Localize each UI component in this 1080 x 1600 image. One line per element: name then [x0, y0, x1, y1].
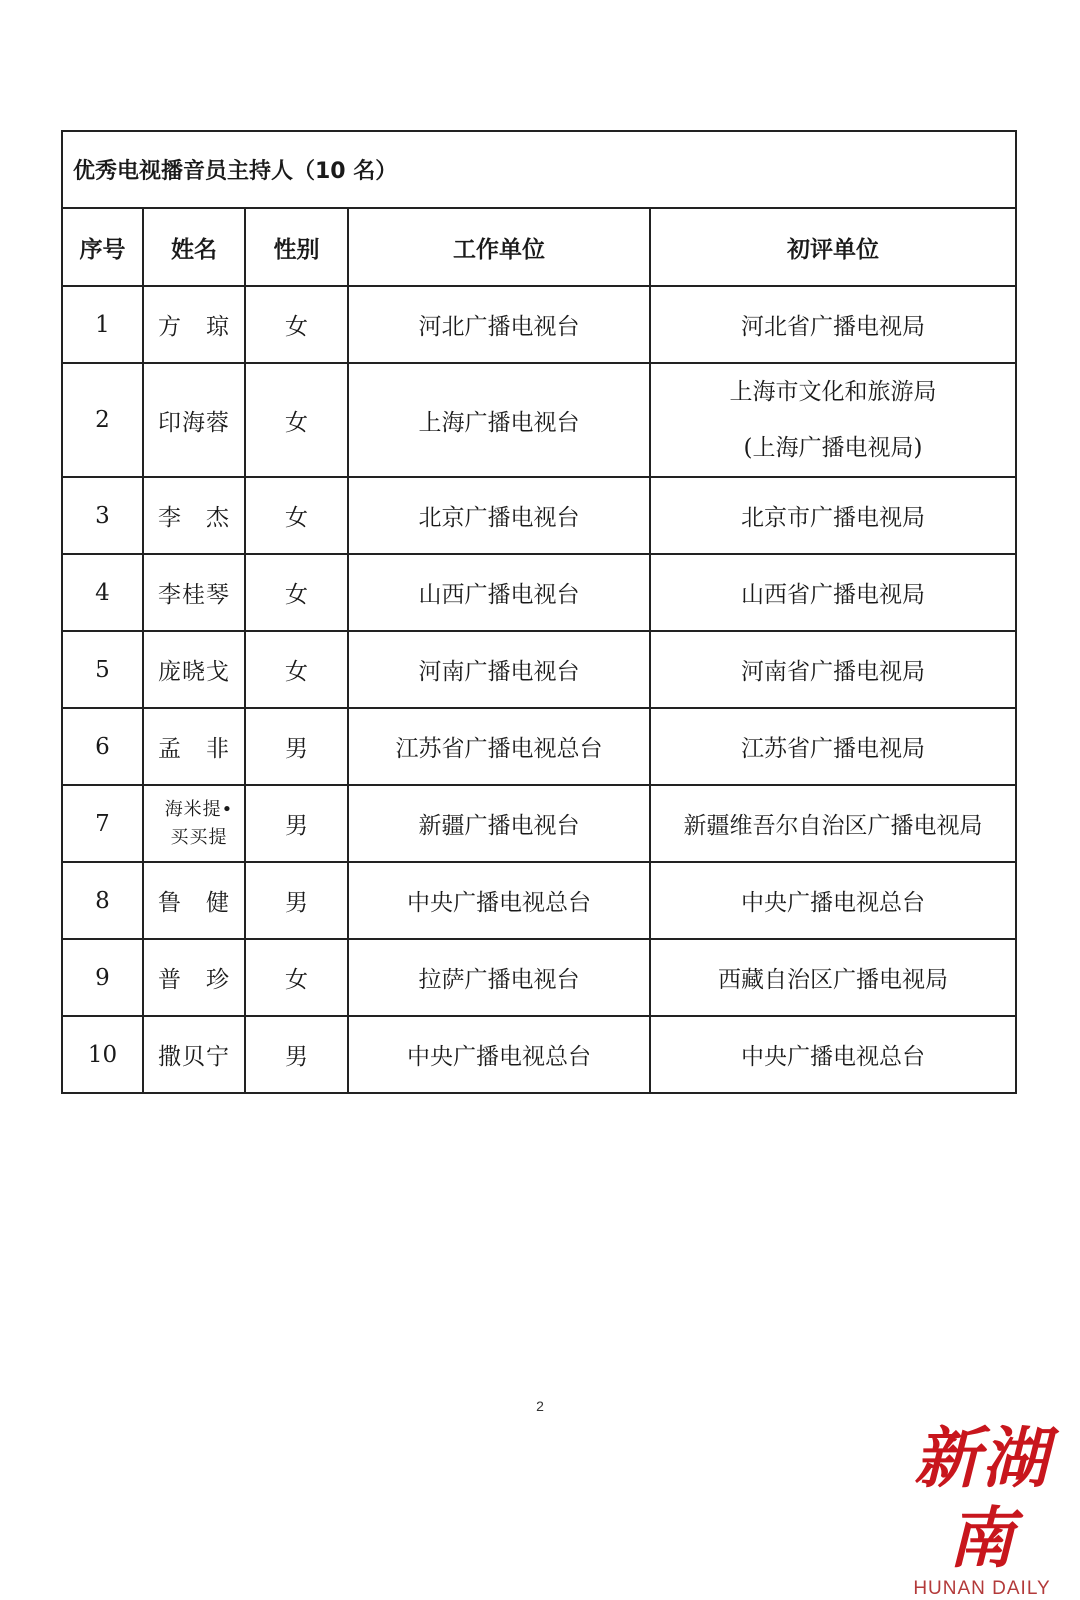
row-number: 10 — [62, 1016, 143, 1093]
row-review-unit: 西藏自治区广播电视局 — [650, 939, 1016, 1016]
header-work-unit: 工作单位 — [348, 208, 650, 286]
row-review-unit: 北京市广播电视局 — [650, 477, 1016, 554]
row-number: 5 — [62, 631, 143, 708]
row-number: 3 — [62, 477, 143, 554]
row-name: 庞晓戈 — [143, 631, 245, 708]
hunan-daily-logo — [892, 1418, 1072, 1600]
row-work-unit: 山西广播电视台 — [348, 554, 650, 631]
header-gender: 性别 — [245, 208, 348, 286]
row-work-unit: 拉萨广播电视台 — [348, 939, 650, 1016]
row-gender: 男 — [245, 862, 348, 939]
row-review-unit: 河南省广播电视局 — [650, 631, 1016, 708]
row-work-unit: 中央广播电视总台 — [348, 862, 650, 939]
row-gender: 女 — [245, 477, 348, 554]
row-number: 1 — [62, 286, 143, 363]
row-number: 9 — [62, 939, 143, 1016]
row-review-unit: 河北省广播电视局 — [650, 286, 1016, 363]
logo-subtitle: HUNAN DAILY — [913, 1578, 1051, 1599]
row-review-unit: 中央广播电视总台 — [650, 862, 1016, 939]
row-gender: 男 — [245, 785, 348, 862]
row-gender: 女 — [245, 554, 348, 631]
table-row — [62, 554, 1016, 631]
row-number: 2 — [62, 363, 143, 477]
table-row — [62, 1016, 1016, 1093]
row-review-unit — [650, 363, 1016, 477]
row-gender: 男 — [245, 708, 348, 785]
review-unit-line2: (上海广播电视局) — [743, 435, 923, 461]
row-name: 撒贝宁 — [143, 1016, 245, 1093]
row-name-line2: 买买提 — [170, 826, 228, 848]
header-name: 姓名 — [143, 208, 245, 286]
table-row — [62, 477, 1016, 554]
row-number: 4 — [62, 554, 143, 631]
row-name-line1: 海米提• — [164, 798, 234, 820]
row-work-unit: 上海广播电视台 — [348, 363, 650, 477]
row-work-unit: 北京广播电视台 — [348, 477, 650, 554]
table-row — [62, 631, 1016, 708]
table-row — [62, 862, 1016, 939]
row-gender: 女 — [245, 939, 348, 1016]
award-table — [61, 130, 1017, 1094]
row-name: 李桂琴 — [143, 554, 245, 631]
table-row — [62, 363, 1016, 477]
row-review-unit: 新疆维吾尔自治区广播电视局 — [650, 785, 1016, 862]
row-name: 普 珍 — [143, 939, 245, 1016]
header-row — [62, 208, 1016, 286]
row-number: 7 — [62, 785, 143, 862]
page-number: 2 — [536, 1398, 544, 1414]
row-number: 8 — [62, 862, 143, 939]
row-gender: 女 — [245, 286, 348, 363]
row-gender: 女 — [245, 631, 348, 708]
row-work-unit: 江苏省广播电视总台 — [348, 708, 650, 785]
row-work-unit: 新疆广播电视台 — [348, 785, 650, 862]
row-work-unit: 中央广播电视总台 — [348, 1016, 650, 1093]
row-work-unit: 河北广播电视台 — [348, 286, 650, 363]
row-gender: 男 — [245, 1016, 348, 1093]
row-work-unit: 河南广播电视台 — [348, 631, 650, 708]
header-seq: 序号 — [62, 208, 143, 286]
row-name — [143, 785, 245, 862]
row-name: 方 琼 — [143, 286, 245, 363]
row-name: 孟 非 — [143, 708, 245, 785]
table-row — [62, 286, 1016, 363]
row-review-unit: 江苏省广播电视局 — [650, 708, 1016, 785]
table-title: 优秀电视播音员主持人（10 名） — [62, 131, 1016, 208]
row-gender: 女 — [245, 363, 348, 477]
logo-mark: 新湖南 — [914, 1419, 1050, 1577]
review-unit-line1: 上海市文化和旅游局 — [729, 379, 937, 405]
row-review-unit: 中央广播电视总台 — [650, 1016, 1016, 1093]
row-review-unit: 山西省广播电视局 — [650, 554, 1016, 631]
row-name: 印海蓉 — [143, 363, 245, 477]
row-name: 李 杰 — [143, 477, 245, 554]
table-row — [62, 785, 1016, 862]
table-row — [62, 939, 1016, 1016]
row-number: 6 — [62, 708, 143, 785]
header-review-unit: 初评单位 — [650, 208, 1016, 286]
table-row — [62, 708, 1016, 785]
row-name: 鲁 健 — [143, 862, 245, 939]
